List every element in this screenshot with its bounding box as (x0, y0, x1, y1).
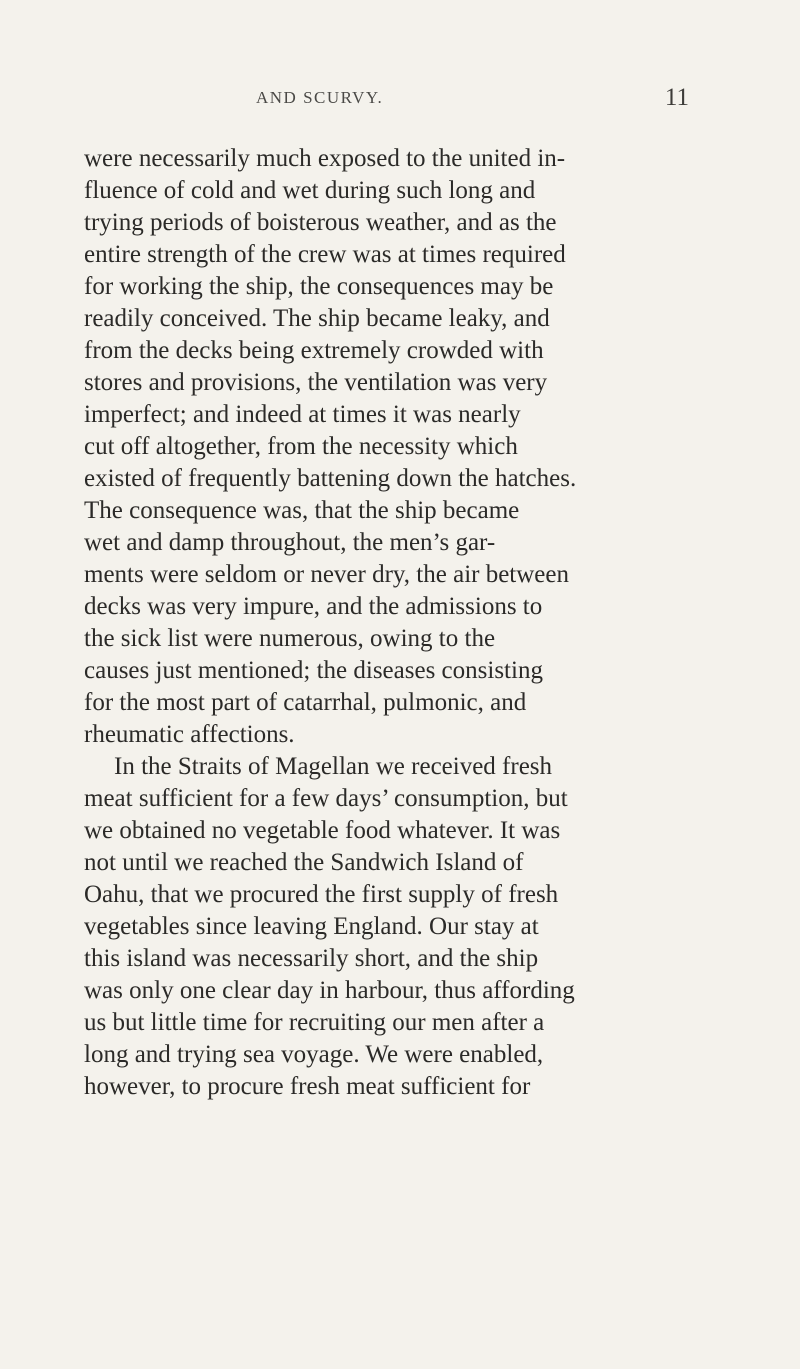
text-line: however, to procure fresh meat sufficient for (84, 1073, 531, 1100)
text-line: the sick list were numerous, owing to the (84, 625, 496, 652)
text-line: for the most part of catarrhal, pulmonic, and (84, 689, 527, 716)
text-line: rheumatic affections. (84, 721, 295, 748)
text-line: for working the ship, the consequences may be (84, 273, 554, 300)
text-line: stores and provisions, the ventilation was very (84, 369, 548, 396)
text-line: readily conceived. The ship became leaky, and (84, 305, 550, 332)
text-line: long and trying sea voyage. We were enabled, (84, 1041, 544, 1068)
text-line: In the Straits of Magellan we received fresh (114, 753, 553, 780)
text-line: were necessarily much exposed to the united in- (84, 145, 566, 172)
text-line: existed of frequently battening down the hatches. (84, 465, 577, 492)
text-line: cut off altogether, from the necessity which (84, 433, 518, 460)
text-line: meat sufficient for a few days’ consumption, but (84, 785, 568, 812)
running-title: AND SCURVY. (256, 88, 384, 107)
text-line: was only one clear day in harbour, thus affording (84, 977, 575, 1004)
text-line: entire strength of the crew was at times required (84, 241, 566, 268)
text-line: causes just mentioned; the diseases consisting (84, 657, 543, 684)
text-line: from the decks being extremely crowded with (84, 337, 544, 364)
page-number: 11 (664, 84, 689, 111)
text-line: we obtained no vegetable food whatever. It was (84, 817, 561, 844)
text-line: imperfect; and indeed at times it was nearly (84, 401, 521, 428)
text-line: this island was necessarily short, and the ship (84, 945, 539, 972)
text-line: vegetables since leaving England. Our stay at (84, 913, 539, 940)
text-line: trying periods of boisterous weather, and as the (84, 209, 557, 236)
text-line: not until we reached the Sandwich Island of (84, 849, 524, 876)
text-line: The consequence was, that the ship became (84, 497, 520, 524)
text-line: ments were seldom or never dry, the air between (84, 561, 569, 588)
text-line: decks was very impure, and the admissions to (84, 593, 543, 620)
text-line: wet and damp throughout, the men’s gar- (84, 529, 496, 556)
text-line: us but little time for recruiting our men after a (84, 1009, 545, 1036)
text-line: fluence of cold and wet during such long and (84, 177, 536, 204)
text-line: Oahu, that we procured the first supply of fresh (84, 881, 559, 908)
